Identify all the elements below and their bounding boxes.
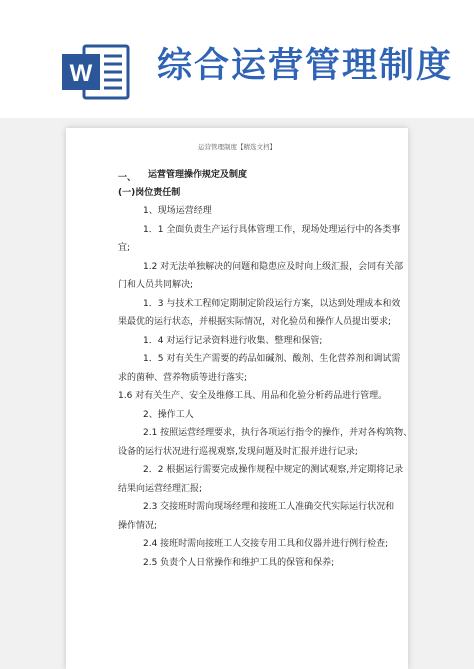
- paragraph-line: 2.5 负责个人日常操作和维护工具的保管和保养;: [143, 558, 335, 568]
- role-heading: 1、现场运营经理: [143, 206, 212, 216]
- paragraph-line: 1.6 对有关生产、安全及维修工具、用品和化验分析药品进行管理。: [118, 391, 388, 401]
- paragraph-line: 操作情况;: [118, 521, 158, 531]
- paragraph-line: 1．3 与技术工程师定期制定阶段运行方案，以达到处理成本和效: [143, 299, 401, 309]
- section-number: 一、: [118, 173, 137, 183]
- running-header-text: 运营管理制度: [198, 143, 237, 151]
- paragraph-line: 2.3 交接班时需向现场经理和接班工人准确交代实际运行状况和: [143, 502, 395, 512]
- paragraph-line: 1．4 对运行记录资料进行收集、整理和保管;: [143, 336, 323, 346]
- subsection-heading: (一)岗位责任制: [118, 188, 181, 198]
- paragraph-line: 2．2 根据运行需要完成操作规程中规定的测试观察,并定期将记录: [143, 465, 404, 475]
- role-heading: 2、操作工人: [143, 410, 194, 420]
- word-document-icon: [62, 40, 130, 102]
- running-header-tag: 【精选文档】: [237, 143, 276, 151]
- document-page: [66, 128, 413, 669]
- paragraph-line: 1．5 对有关生产需要的药品如碱剂、酸剂、生化营养剂和调试需: [143, 354, 401, 364]
- banner-title: 综合运营管理制度: [157, 46, 454, 86]
- paragraph-line: 果最优的运行状态，并根据实际情况，对化验员和操作人员提出要求;: [118, 317, 392, 327]
- paragraph-line: 2.4 接班时需向接班工人交接专用工具和仪器并进行例行检查;: [143, 539, 389, 549]
- banner: [0, 0, 474, 118]
- paragraph-line: 结果向运营经理汇报;: [118, 484, 203, 494]
- paragraph-line: 门和人员共同解决;: [118, 280, 194, 290]
- running-header: [66, 142, 408, 151]
- word-icon-letter: W: [69, 60, 93, 87]
- paragraph-line: 设备的运行状况进行巡视观察,发现问题及时汇报并进行记录;: [118, 447, 358, 457]
- paragraph-line: 2.1 按照运营经理要求，执行各项运行指令的操作，并对各构筑物、: [143, 428, 413, 438]
- section-title: 运营管理操作规定及制度: [148, 170, 248, 180]
- paragraph-line: 宜;: [118, 243, 131, 253]
- paragraph-line: 1.2 对无法单独解决的问题和隐患应及时向上级汇报，会同有关部: [143, 262, 404, 272]
- paragraph-line: 求的菌种、营养物质等进行落实;: [118, 373, 248, 383]
- paragraph-line: 1．1 全面负责生产运行具体管理工作，现场处理运行中的各类事: [143, 225, 401, 235]
